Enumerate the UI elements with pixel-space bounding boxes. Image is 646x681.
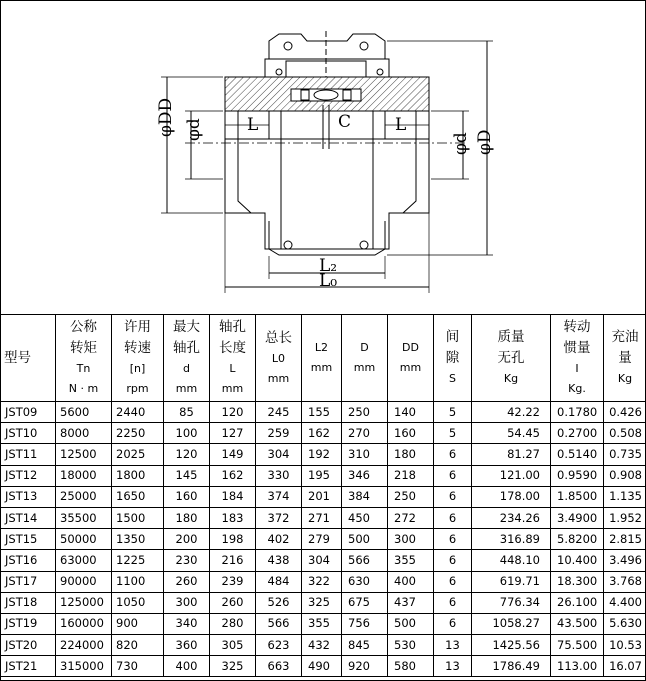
header-unit-line: mm bbox=[267, 371, 290, 385]
phi-dd-label: φDD bbox=[156, 97, 176, 137]
table-cell: 402 bbox=[256, 529, 302, 550]
header-unit-line: S bbox=[449, 372, 456, 385]
table-cell: 279 bbox=[302, 529, 342, 550]
table-cell: 120 bbox=[210, 402, 256, 423]
table-cell: 6 bbox=[434, 507, 472, 528]
table-cell: 13 bbox=[434, 656, 472, 677]
column-header bbox=[56, 315, 112, 402]
table-cell: 845 bbox=[342, 635, 388, 656]
table-cell: 162 bbox=[210, 465, 256, 486]
table-cell: 6 bbox=[434, 444, 472, 465]
model-cell: JST18 bbox=[1, 592, 56, 613]
table-cell: 730 bbox=[112, 656, 164, 677]
coupling-spec-table bbox=[0, 314, 646, 677]
table-cell: 6 bbox=[434, 613, 472, 634]
table-cell: 566 bbox=[342, 550, 388, 571]
table-cell: 26.100 bbox=[551, 592, 604, 613]
header-title-line: 充油 bbox=[611, 329, 639, 345]
header-unit-line: N · m bbox=[68, 382, 99, 395]
table-cell: 384 bbox=[342, 486, 388, 507]
header-title-line: 型号 bbox=[4, 349, 31, 366]
table-cell: 372 bbox=[256, 507, 302, 528]
column-header bbox=[472, 315, 551, 402]
table-cell: 160000 bbox=[56, 613, 112, 634]
table-cell: 10.53 bbox=[604, 635, 646, 656]
table-cell: 438 bbox=[256, 550, 302, 571]
column-header bbox=[302, 315, 342, 402]
table-cell: 820 bbox=[112, 635, 164, 656]
model-cell: JST15 bbox=[1, 529, 56, 550]
table-cell: 2440 bbox=[112, 402, 164, 423]
table-cell: 530 bbox=[388, 635, 434, 656]
column-header bbox=[164, 315, 210, 402]
table-cell: 6 bbox=[434, 592, 472, 613]
table-cell: 100 bbox=[164, 423, 210, 444]
table-cell: 35500 bbox=[56, 507, 112, 528]
table-cell: 322 bbox=[302, 571, 342, 592]
table-cell: 120 bbox=[164, 444, 210, 465]
model-cell: JST16 bbox=[1, 550, 56, 571]
table-cell: 490 bbox=[302, 656, 342, 677]
dimension-l-right: L bbox=[395, 115, 407, 135]
phi-d-left-label: φd bbox=[184, 118, 204, 141]
table-cell: 500 bbox=[342, 529, 388, 550]
table-cell: 3.768 bbox=[604, 571, 646, 592]
table-cell: 526 bbox=[256, 592, 302, 613]
table-cell: 374 bbox=[256, 486, 302, 507]
table-cell: 776.34 bbox=[472, 592, 551, 613]
table-row bbox=[1, 444, 646, 465]
header-unit-line: Kg. bbox=[568, 382, 586, 395]
header-unit-line: mm bbox=[221, 382, 244, 395]
table-cell: 2.815 bbox=[604, 529, 646, 550]
table-cell: 155 bbox=[302, 402, 342, 423]
table-header bbox=[1, 315, 646, 402]
dimension-l0: L₀ bbox=[319, 271, 338, 291]
table-cell: 271 bbox=[302, 507, 342, 528]
table-cell: 6 bbox=[434, 486, 472, 507]
coupling-technical-drawing bbox=[1, 1, 645, 314]
table-cell: 201 bbox=[302, 486, 342, 507]
table-row bbox=[1, 465, 646, 486]
table-cell: 1225 bbox=[112, 550, 164, 571]
table-cell: 437 bbox=[388, 592, 434, 613]
table-cell: 218 bbox=[388, 465, 434, 486]
header-title-line: 量 bbox=[618, 350, 632, 366]
model-cell: JST13 bbox=[1, 486, 56, 507]
header-unit-line: I bbox=[575, 362, 579, 375]
table-cell: 90000 bbox=[56, 571, 112, 592]
table-cell: 1500 bbox=[112, 507, 164, 528]
table-cell: 260 bbox=[210, 592, 256, 613]
table-cell: 180 bbox=[388, 444, 434, 465]
header-unit-line: mm bbox=[310, 361, 333, 374]
table-cell: 81.27 bbox=[472, 444, 551, 465]
table-cell: 25000 bbox=[56, 486, 112, 507]
header-unit-line: mm bbox=[399, 361, 422, 374]
table-cell: 42.22 bbox=[472, 402, 551, 423]
table-cell: 5 bbox=[434, 423, 472, 444]
header-unit-line: L0 bbox=[271, 351, 286, 365]
table-cell: 310 bbox=[342, 444, 388, 465]
table-cell: 1650 bbox=[112, 486, 164, 507]
table-cell: 183 bbox=[210, 507, 256, 528]
table-row bbox=[1, 635, 646, 656]
header-title-line: 轴孔 bbox=[173, 340, 200, 356]
table-cell: 0.5140 bbox=[551, 444, 604, 465]
model-cell: JST10 bbox=[1, 423, 56, 444]
table-cell: 1.952 bbox=[604, 507, 646, 528]
table-cell: 756 bbox=[342, 613, 388, 634]
column-header bbox=[551, 315, 604, 402]
table-row bbox=[1, 507, 646, 528]
table-cell: 663 bbox=[256, 656, 302, 677]
table-cell: 0.735 bbox=[604, 444, 646, 465]
table-cell: 245 bbox=[256, 402, 302, 423]
header-title-line: 长度 bbox=[219, 340, 246, 356]
table-cell: 619.71 bbox=[472, 571, 551, 592]
model-cell: JST17 bbox=[1, 571, 56, 592]
header-unit-line: Kg bbox=[503, 372, 519, 385]
table-cell: 300 bbox=[164, 592, 210, 613]
column-header bbox=[434, 315, 472, 402]
table-cell: 500 bbox=[388, 613, 434, 634]
table-cell: 195 bbox=[302, 465, 342, 486]
table-cell: 325 bbox=[302, 592, 342, 613]
table-cell: 360 bbox=[164, 635, 210, 656]
table-cell: 3.4900 bbox=[551, 507, 604, 528]
dimension-l2: L₂ bbox=[319, 256, 338, 276]
header-title-line: 质量 bbox=[497, 329, 525, 345]
header-title-line: 轴孔 bbox=[219, 319, 246, 335]
header-title-line: 间 bbox=[445, 329, 460, 345]
table-cell: 1800 bbox=[112, 465, 164, 486]
table-cell: 340 bbox=[164, 613, 210, 634]
model-cell: JST11 bbox=[1, 444, 56, 465]
table-cell: 8000 bbox=[56, 423, 112, 444]
table-cell: 260 bbox=[164, 571, 210, 592]
table-cell: 224000 bbox=[56, 635, 112, 656]
table-cell: 315000 bbox=[56, 656, 112, 677]
model-cell: JST09 bbox=[1, 402, 56, 423]
table-cell: 330 bbox=[256, 465, 302, 486]
table-cell: 250 bbox=[342, 402, 388, 423]
table-cell: 675 bbox=[342, 592, 388, 613]
table-cell: 216 bbox=[210, 550, 256, 571]
header-title-line: 许用 bbox=[124, 319, 151, 335]
model-cell: JST19 bbox=[1, 613, 56, 634]
table-cell: 113.00 bbox=[551, 656, 604, 677]
table-cell: 1.135 bbox=[604, 486, 646, 507]
header-unit-line: L2 bbox=[314, 341, 329, 354]
table-cell: 1058.27 bbox=[472, 613, 551, 634]
model-cell: JST12 bbox=[1, 465, 56, 486]
column-header bbox=[604, 315, 646, 402]
column-header bbox=[388, 315, 434, 402]
table-cell: 400 bbox=[164, 656, 210, 677]
table-cell: 178.00 bbox=[472, 486, 551, 507]
phi-d-right-label: φd bbox=[451, 132, 471, 155]
table-cell: 1100 bbox=[112, 571, 164, 592]
header-title-line: 转矩 bbox=[70, 340, 97, 356]
model-cell: JST21 bbox=[1, 656, 56, 677]
table-cell: 566 bbox=[256, 613, 302, 634]
table-cell: 127 bbox=[210, 423, 256, 444]
table-cell: 6 bbox=[434, 529, 472, 550]
table-cell: 198 bbox=[210, 529, 256, 550]
table-cell: 200 bbox=[164, 529, 210, 550]
table-cell: 0.426 bbox=[604, 402, 646, 423]
table-cell: 3.496 bbox=[604, 550, 646, 571]
column-header bbox=[1, 315, 56, 402]
table-cell: 300 bbox=[388, 529, 434, 550]
table-cell: 304 bbox=[256, 444, 302, 465]
model-cell: JST20 bbox=[1, 635, 56, 656]
dimension-l-left: L bbox=[247, 115, 259, 135]
table-cell: 239 bbox=[210, 571, 256, 592]
table-cell: 432 bbox=[302, 635, 342, 656]
table-cell: 325 bbox=[210, 656, 256, 677]
header-unit-line: mm bbox=[353, 361, 376, 374]
table-row bbox=[1, 402, 646, 423]
table-cell: 355 bbox=[388, 550, 434, 571]
table-cell: 900 bbox=[112, 613, 164, 634]
table-cell: 450 bbox=[342, 507, 388, 528]
table-row bbox=[1, 613, 646, 634]
table-cell: 316.89 bbox=[472, 529, 551, 550]
table-cell: 630 bbox=[342, 571, 388, 592]
table-row bbox=[1, 550, 646, 571]
table-cell: 355 bbox=[302, 613, 342, 634]
table-cell: 16.07 bbox=[604, 656, 646, 677]
table-cell: 13 bbox=[434, 635, 472, 656]
table-cell: 6 bbox=[434, 571, 472, 592]
table-cell: 272 bbox=[388, 507, 434, 528]
table-cell: 250 bbox=[388, 486, 434, 507]
table-cell: 623 bbox=[256, 635, 302, 656]
column-header bbox=[112, 315, 164, 402]
table-cell: 304 bbox=[302, 550, 342, 571]
table-cell: 75.500 bbox=[551, 635, 604, 656]
table-cell: 4.400 bbox=[604, 592, 646, 613]
table-cell: 1350 bbox=[112, 529, 164, 550]
header-unit-line: D bbox=[360, 341, 369, 354]
table-cell: 160 bbox=[388, 423, 434, 444]
header-title-line: 总长 bbox=[265, 329, 292, 346]
table-cell: 125000 bbox=[56, 592, 112, 613]
table-cell: 1.8500 bbox=[551, 486, 604, 507]
table-cell: 121.00 bbox=[472, 465, 551, 486]
header-title-line: 转动 bbox=[563, 319, 591, 335]
dimension-c: C bbox=[338, 112, 352, 132]
table-row bbox=[1, 592, 646, 613]
table-cell: 0.908 bbox=[604, 465, 646, 486]
column-header bbox=[210, 315, 256, 402]
table-cell: 1050 bbox=[112, 592, 164, 613]
table-cell: 280 bbox=[210, 613, 256, 634]
table-row bbox=[1, 529, 646, 550]
table-cell: 18000 bbox=[56, 465, 112, 486]
header-title-line: 最大 bbox=[173, 319, 200, 335]
header-title-line: 惯量 bbox=[563, 340, 591, 356]
table-row bbox=[1, 571, 646, 592]
table-cell: 230 bbox=[164, 550, 210, 571]
table-cell: 162 bbox=[302, 423, 342, 444]
model-cell: JST14 bbox=[1, 507, 56, 528]
table-cell: 580 bbox=[388, 656, 434, 677]
header-title-line: 隙 bbox=[445, 350, 460, 366]
table-cell: 2250 bbox=[112, 423, 164, 444]
table-row bbox=[1, 486, 646, 507]
table-cell: 0.2700 bbox=[551, 423, 604, 444]
table-cell: 5.630 bbox=[604, 613, 646, 634]
table-cell: 85 bbox=[164, 402, 210, 423]
table-row bbox=[1, 656, 646, 677]
table-cell: 180 bbox=[164, 507, 210, 528]
table-cell: 448.10 bbox=[472, 550, 551, 571]
table-cell: 43.500 bbox=[551, 613, 604, 634]
table-cell: 149 bbox=[210, 444, 256, 465]
table-cell: 10.400 bbox=[551, 550, 604, 571]
phi-big-d-label: φD bbox=[475, 129, 495, 155]
table-cell: 2025 bbox=[112, 444, 164, 465]
table-cell: 5600 bbox=[56, 402, 112, 423]
table-cell: 18.300 bbox=[551, 571, 604, 592]
table-cell: 184 bbox=[210, 486, 256, 507]
table-cell: 484 bbox=[256, 571, 302, 592]
header-unit-line: Kg bbox=[617, 372, 633, 385]
header-unit-line: rpm bbox=[126, 382, 149, 395]
table-cell: 400 bbox=[388, 571, 434, 592]
header-unit-line: d bbox=[183, 362, 190, 375]
table-cell: 50000 bbox=[56, 529, 112, 550]
table-row bbox=[1, 423, 646, 444]
column-header bbox=[342, 315, 388, 402]
table-cell: 12500 bbox=[56, 444, 112, 465]
table-cell: 145 bbox=[164, 465, 210, 486]
header-unit-line: L bbox=[229, 362, 236, 375]
header-unit-line: DD bbox=[402, 341, 419, 354]
table-cell: 0.9590 bbox=[551, 465, 604, 486]
table-cell: 1786.49 bbox=[472, 656, 551, 677]
table-cell: 270 bbox=[342, 423, 388, 444]
table-cell: 0.1780 bbox=[551, 402, 604, 423]
table-cell: 6 bbox=[434, 465, 472, 486]
table-cell: 160 bbox=[164, 486, 210, 507]
table-cell: 0.508 bbox=[604, 423, 646, 444]
column-header bbox=[256, 315, 302, 402]
header-unit-line: [n] bbox=[129, 362, 146, 375]
table-cell: 54.45 bbox=[472, 423, 551, 444]
table-cell: 63000 bbox=[56, 550, 112, 571]
table-cell: 192 bbox=[302, 444, 342, 465]
table-cell: 305 bbox=[210, 635, 256, 656]
table-cell: 6 bbox=[434, 550, 472, 571]
header-title-line: 转速 bbox=[124, 340, 151, 356]
table-cell: 234.26 bbox=[472, 507, 551, 528]
table-cell: 346 bbox=[342, 465, 388, 486]
header-unit-line: Tn bbox=[76, 362, 91, 375]
table-cell: 259 bbox=[256, 423, 302, 444]
header-unit-line: mm bbox=[175, 382, 198, 395]
table-cell: 140 bbox=[388, 402, 434, 423]
header-title-line: 公称 bbox=[70, 319, 97, 335]
table-cell: 1425.56 bbox=[472, 635, 551, 656]
header-title-line: 无孔 bbox=[497, 350, 525, 366]
table-cell: 5 bbox=[434, 402, 472, 423]
table-cell: 5.8200 bbox=[551, 529, 604, 550]
table-cell: 920 bbox=[342, 656, 388, 677]
table-body bbox=[1, 402, 646, 677]
